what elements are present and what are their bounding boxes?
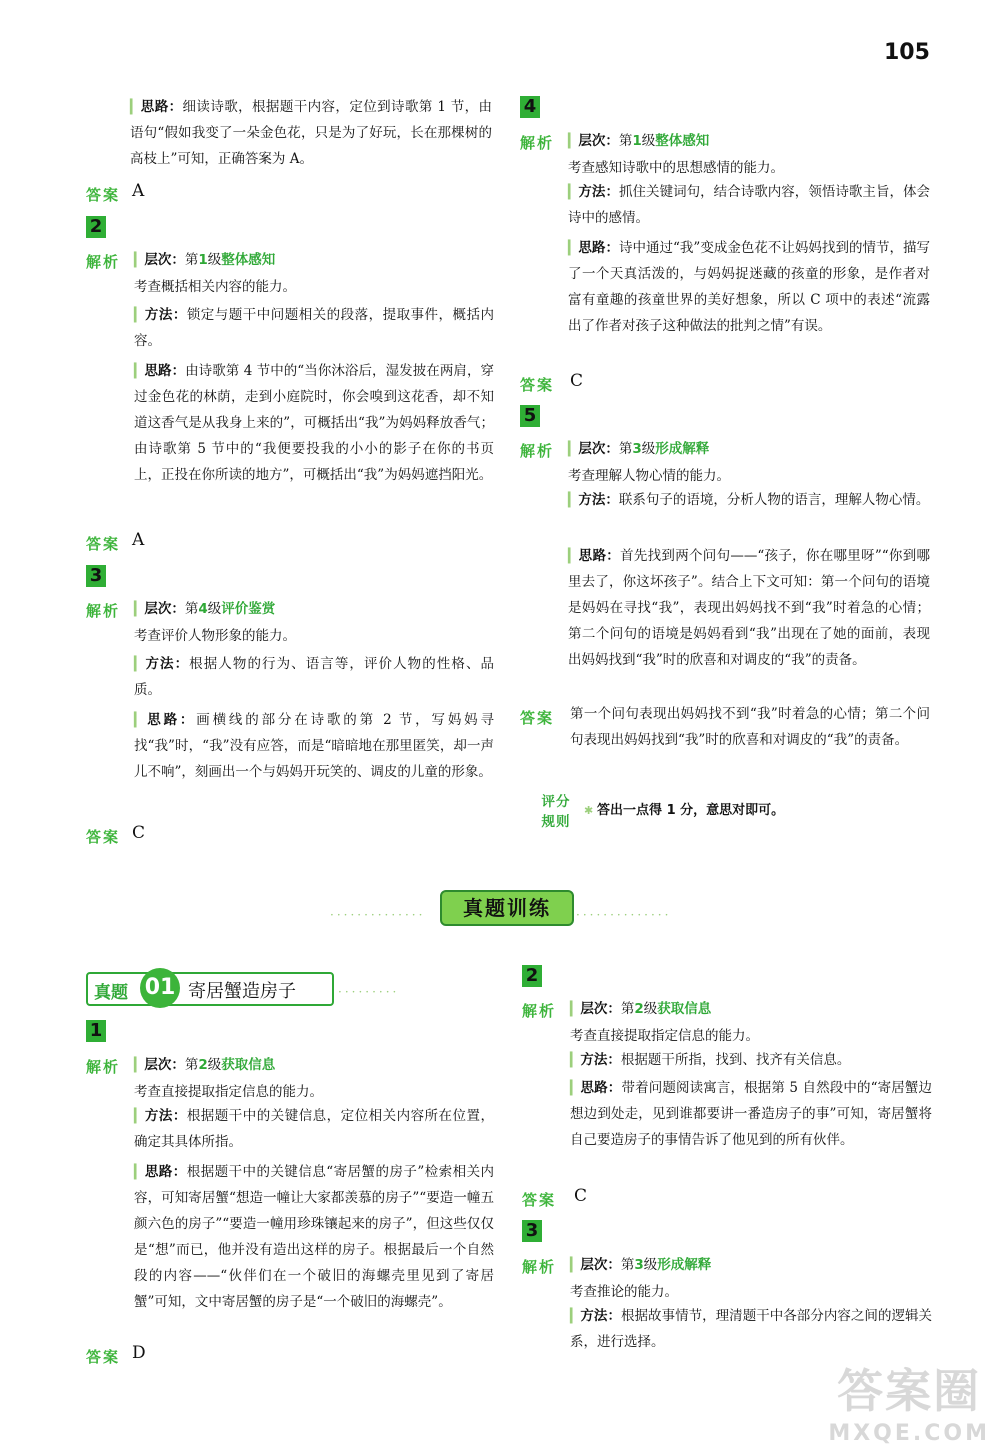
- z1-level: ▎层次：第2级获取信息: [134, 1057, 276, 1073]
- z2-answer: C: [574, 1186, 588, 1206]
- z2-answer-label: 答案: [522, 1191, 557, 1209]
- bullet-icon: ▎: [130, 99, 141, 115]
- q5-silu: ▎思路：首先找到两个问句——“孩子，你在哪里呀”“你到哪里去了，你这坏孩子”。结合上下文可知：第一个问句的语境是妈妈在寻找“我”，表现出妈妈找不到“我”时着急的心情；第二个问句的语境是妈妈看到“我”出现在了她的面前，表现出妈妈找到“我”时的欣喜和对调皮的“我”的责备。: [568, 548, 931, 668]
- question-number-4: 4: [520, 96, 540, 118]
- q5-answer: 第一个问句表现出妈妈找不到“我”时着急的心情；第二个问句表现出妈妈找到“我”时的欣喜和对调皮的“我”的责备。: [570, 706, 930, 748]
- banner-dots-right: ··············: [576, 908, 672, 922]
- scoring-rule-label-1: 评分: [541, 794, 571, 810]
- scoring-rule-label-2: 规则: [541, 814, 571, 830]
- z2-level: ▎层次：第2级获取信息: [570, 1001, 712, 1017]
- z1-answer: D: [132, 1343, 146, 1363]
- z1-method: ▎方法：根据题干中的关键信息，定位相关内容所在位置，确定其具体所指。: [134, 1108, 494, 1150]
- section-banner: 真题训练: [440, 890, 574, 926]
- z2-jiexi-label: 解析: [522, 1002, 557, 1020]
- zhenti-question-number-1: 1: [86, 1020, 106, 1042]
- page-number: 105: [884, 40, 930, 65]
- scoring-rule-label: [540, 792, 572, 832]
- q1-silu-text: 细读诗歌，根据题干内容，定位到诗歌第 1 节，由语句“假如我变了一朵金色花，只是为了好玩，长在那棵树的高枝上”可知，正确答案为 A。: [130, 99, 493, 167]
- z2-ability: 考查直接提取指定信息的能力。: [570, 1028, 759, 1044]
- zhenti-tag: [86, 972, 334, 1006]
- q4-method: ▎方法：抓住关键词句，结合诗歌内容，领悟诗歌主旨，体会诗中的感情。: [568, 184, 931, 226]
- z3-ability: 考查推论的能力。: [570, 1284, 678, 1300]
- q1-answer-label: 答案: [86, 186, 121, 204]
- q2-ability: 考查概括相关内容的能力。: [134, 279, 296, 295]
- q3-answer: C: [132, 823, 146, 843]
- z2-method: ▎方法：根据题干所指，找到、找齐有关信息。: [570, 1052, 851, 1068]
- question-number-3: 3: [86, 565, 106, 587]
- zhenti-tag-label: 真题: [94, 983, 128, 1003]
- watermark-line-2: MXQE.COM: [828, 1421, 990, 1446]
- zhenti-title: 寄居蟹造房子: [188, 981, 296, 1002]
- z3-method: ▎方法：根据故事情节，理清题干中各部分内容之间的逻辑关系，进行选择。: [570, 1308, 933, 1350]
- tag-dots: ·········: [338, 985, 400, 999]
- scoring-rule: ✱ 答出一点得 1 分，意思对即可。: [584, 803, 785, 818]
- q3-ability: 考查评价人物形象的能力。: [134, 628, 296, 644]
- q2-method: ▎方法：锁定与题干中问题相关的段落，提取事件，概括内容。: [134, 307, 494, 349]
- q4-level: ▎层次：第1级整体感知: [568, 133, 710, 149]
- q4-answer-label: 答案: [520, 376, 555, 394]
- q3-answer-label: 答案: [86, 828, 121, 846]
- q2-answer-label: 答案: [86, 535, 121, 553]
- watermark-line-1: 答案圈: [837, 1364, 982, 1418]
- zhenti-question-number-3: 3: [522, 1220, 542, 1242]
- q5-method: ▎方法：联系句子的语境，分析人物的语言，理解人物心情。: [568, 492, 930, 508]
- zhenti-question-number-2: 2: [522, 965, 542, 987]
- z3-jiexi-label: 解析: [522, 1258, 557, 1276]
- z3-level: ▎层次：第3级形成解释: [570, 1257, 712, 1273]
- q2-answer: A: [132, 530, 145, 550]
- zhenti-number: 01: [140, 968, 180, 1008]
- q4-jiexi-label: 解析: [520, 134, 555, 152]
- z1-ability: 考查直接提取指定信息的能力。: [134, 1084, 323, 1100]
- q3-jiexi-label: 解析: [86, 602, 121, 620]
- q4-silu: ▎思路：诗中通过“我”变成金色花不让妈妈找到的情节，描写了一个天真活泼的，与妈妈捉迷藏的孩童的形象，是作者对富有童趣的孩童世界的美好想象，所以 C 项中的表述“流露出了作者对孩子这种做法的批判之情”有误。: [568, 240, 931, 334]
- q3-method: ▎方法：根据人物的行为、语言等，评价人物的性格、品质。: [134, 656, 495, 698]
- q2-jiexi-label: 解析: [86, 253, 121, 271]
- silu-label: 思路: [140, 99, 169, 115]
- z1-answer-label: 答案: [86, 1348, 121, 1366]
- question-number-2: 2: [86, 216, 106, 238]
- q4-ability: 考查感知诗歌中的思想感情的能力。: [568, 160, 784, 176]
- watermark-logo: [828, 1355, 990, 1446]
- q3-silu: ▎思路：画横线的部分在诗歌的第 2 节，写妈妈寻找“我”时，“我”没有应答，而是“暗暗地在那里匿笑，却一声儿不响”，刻画出一个与妈妈开玩笑的、调皮的儿童的形象。: [134, 712, 495, 780]
- question-number-5: 5: [520, 405, 540, 427]
- q2-level: ▎层次：第1级整体感知: [134, 252, 276, 268]
- q1-silu: ▎思路：细读诗歌，根据题干内容，定位到诗歌第 1 节，由语句“假如我变了一朵金色花，只是为了好玩，长在那棵树的高枝上”可知，正确答案为 A。: [130, 99, 493, 167]
- q2-silu: ▎思路：由诗歌第 4 节中的“当你沐浴后，湿发披在两肩，穿过金色花的林荫，走到小庭院时，你会嗅到这花香，却不知道这香气是从我身上来的”，可概括出“我”为妈妈释放香气；由诗歌第 5 节中的“我便要投我的小小的影子在你的书页上，正投在你所读的地方”，可概括出“我”为妈妈遮挡阳光。: [134, 363, 495, 483]
- q1-answer: A: [132, 181, 145, 201]
- q3-level: ▎层次：第4级评价鉴赏: [134, 601, 276, 617]
- q5-level: ▎层次：第3级形成解释: [568, 441, 710, 457]
- q5-answer-label: 答案: [520, 709, 555, 727]
- q5-ability: 考查理解人物心情的能力。: [568, 468, 730, 484]
- z1-silu: ▎思路：根据题干中的关键信息“寄居蟹的房子”检索相关内容，可知寄居蟹“想造一幢让大家都羡慕的房子”“要造一幢五颜六色的房子”“要造一幢用珍珠镶起来的房子”，但这些仅仅是“想”而已，他并没有造出这样的房子。根据最后一个自然段的内容——“伙伴们在一个破旧的海螺壳里见到了寄居蟹”可知，文中寄居蟹的房子是“一个破旧的海螺壳”。: [134, 1164, 495, 1310]
- q5-jiexi-label: 解析: [520, 442, 555, 460]
- z1-jiexi-label: 解析: [86, 1058, 121, 1076]
- rule-bullet-icon: ✱: [584, 804, 598, 817]
- banner-dots-left: ··············: [330, 908, 426, 922]
- q4-answer: C: [570, 371, 584, 391]
- z2-silu: ▎思路：带着问题阅读寓言，根据第 5 自然段中的“寄居蟹边想边到处走，见到谁都要讲一番造房子的事”可知，寄居蟹将自己要造房子的事情告诉了他见到的所有伙伴。: [570, 1080, 933, 1148]
